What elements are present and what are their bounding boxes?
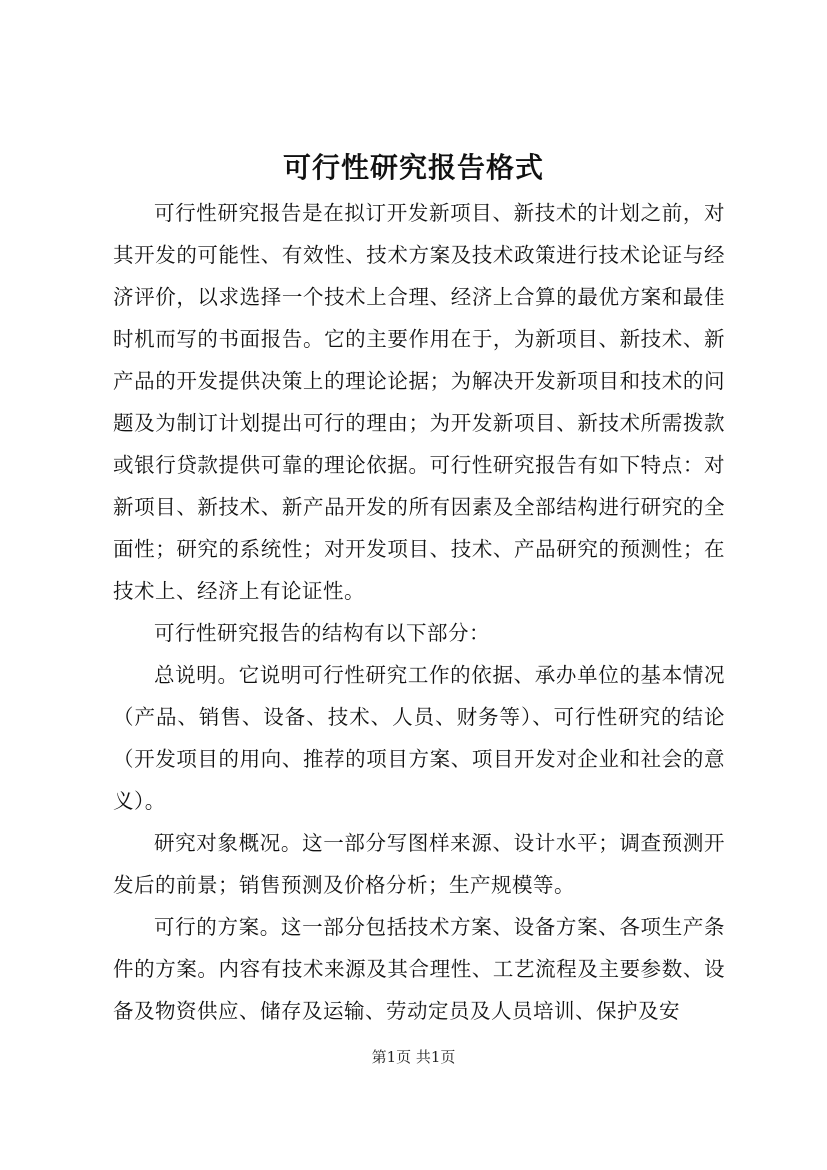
paragraph-research-overview: 研究对象概况。这一部分写图样来源、设计水平；调查预测开发后的前景；销售预测及价格分析；生产规模等。 — [113, 831, 725, 897]
document-title: 可行性研究报告格式 — [282, 151, 544, 184]
page-footer: 第1页 共1页 — [371, 1048, 456, 1066]
paragraph-general-description: 总说明。它说明可行性研究工作的依据、承办单位的基本情况（产品、销售、设备、技术、人员、财务等）、可行性研究的结论（开发项目的用向、推荐的项目方案、项目开发对企业和社会的意义）。 — [113, 663, 725, 813]
paragraph-structure: 可行性研究报告的结构有以下部分： — [154, 621, 490, 645]
paragraph-intro: 可行性研究报告是在拟订开发新项目、新技术的计划之前，对其开发的可能性、有效性、技术方案及技术政策进行技术论证与经济评价，以求选择一个技术上合理、经济上合算的最优方案和最佳时机而写的书面报告。它的主要作用在于，为新项目、新技术、新产品的开发提供决策上的理论论据；为解决开发新项目和技术的问题及为制订计划提出可行的理由；为开发新项目、新技术所需拨款或银行贷款提供可靠的理论依据。可行性研究报告有如下特点：对新项目、新技术、新产品开发的所有因素及全部结构进行研究的全面性；研究的系统性；对开发项目、技术、产品研究的预测性；在技术上、经济上有论证性。 — [113, 201, 725, 603]
paragraph-feasible-plan: 可行的方案。这一部分包括技术方案、设备方案、各项生产条件的方案。内容有技术来源及其合理性、工艺流程及主要参数、设备及物资供应、储存及运输、劳动定员及人员培训、保护及安 — [113, 915, 725, 1023]
document-body — [113, 192, 725, 1032]
